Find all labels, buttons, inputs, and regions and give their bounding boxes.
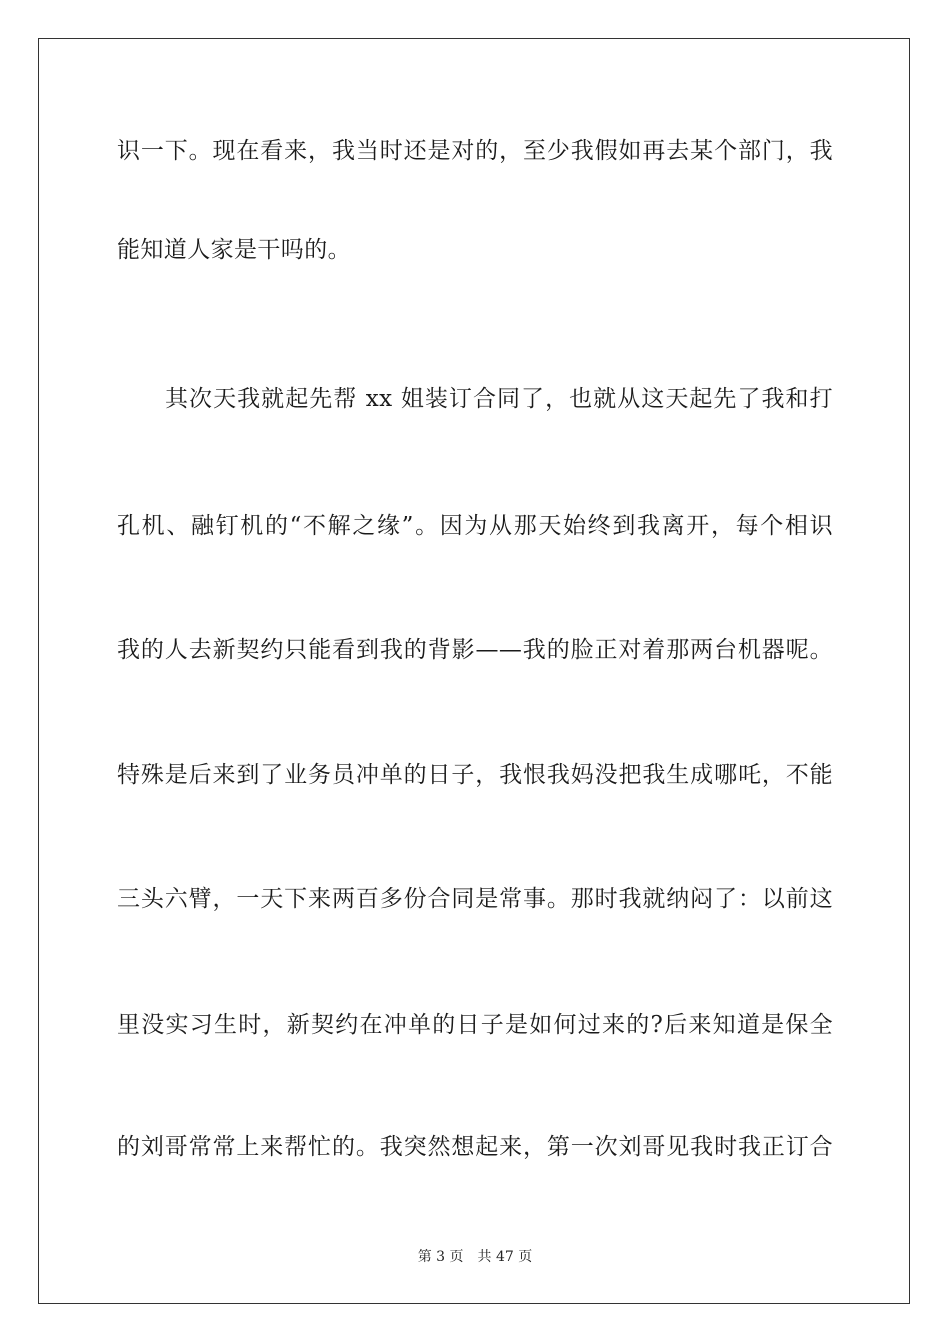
body-line-2: 能知道人家是干吗的。 [117, 237, 351, 263]
body-line-9: 的刘哥常常上来帮忙的。我突然想起来，第一次刘哥见我时我正订合 [117, 1134, 833, 1160]
body-line-5: 我的人去新契约只能看到我的背影——我的脸正对着那两台机器呢。 [117, 637, 833, 663]
page-border [38, 38, 910, 1304]
body-line-7: 三头六臂，一天下来两百多份合同是常事。那时我就纳闷了：以前这 [117, 886, 833, 912]
page-footer [0, 1248, 950, 1266]
body-line-3: 其次天我就起先帮 xx 姐装订合同了，也就从这天起先了我和打 [165, 386, 833, 412]
body-line-8: 里没实习生时，新契约在冲单的日子是如何过来的?后来知道是保全 [117, 1012, 833, 1038]
page-number: 第 3 页 [417, 1249, 464, 1265]
page-total: 共 47 页 [477, 1249, 533, 1265]
body-line-1: 识一下。现在看来，我当时还是对的，至少我假如再去某个部门，我 [117, 138, 833, 164]
body-line-4: 孔机、融钉机的“不解之缘”。因为从那天始终到我离开，每个相识 [117, 513, 833, 539]
body-line-6: 特殊是后来到了业务员冲单的日子，我恨我妈没把我生成哪吒，不能 [117, 762, 833, 788]
